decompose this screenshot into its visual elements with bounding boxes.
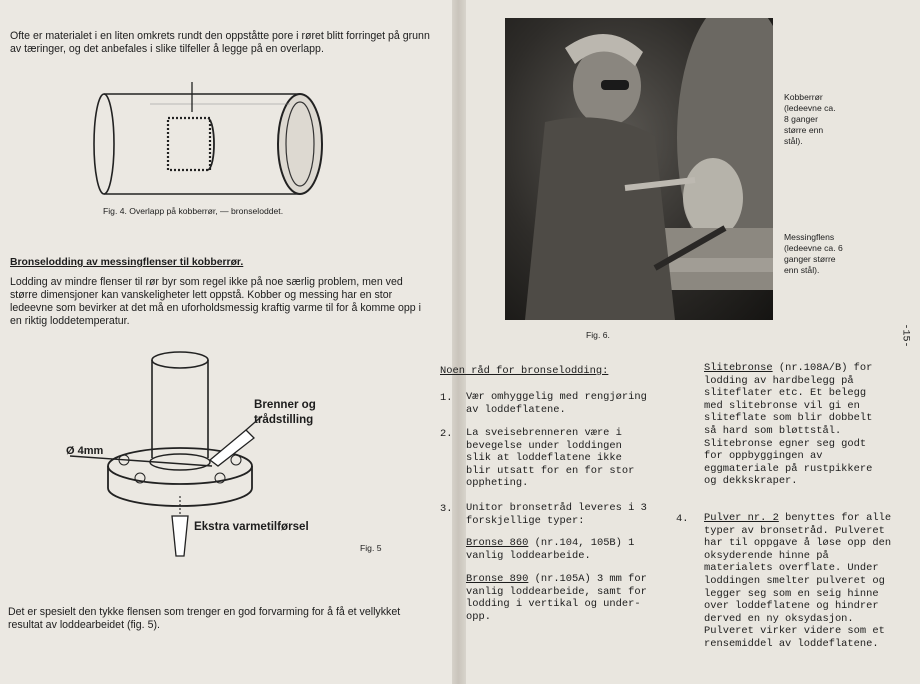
tip-item: Vær omhyggelig med rengjøring av loddeflatene. — [466, 391, 647, 416]
fig5-flange-diagram — [60, 348, 360, 578]
slitebronse-entry — [704, 362, 890, 488]
slitebronse-desc: (nr.108A/B) for lodding av hardbelegg på sliteflater etc. Et belegg med slitebronse vil gi en sliteflate som blir dobbelt så hard som bløttstål. Slitebronse egner seg godt for oppbyggingen av eggmateriale på rustpikkere og dekkskraper. — [704, 362, 873, 488]
fig4-pipe-overlap — [90, 82, 330, 202]
fig5-caption: Fig. 5 — [360, 543, 382, 553]
pulver-entry — [704, 512, 892, 651]
label-wire-position: trådstilling — [254, 413, 314, 426]
bronze-860-entry — [466, 537, 652, 562]
item-number: 4. — [676, 513, 689, 525]
bronze-860-name: Bronse 860 — [466, 537, 529, 549]
page-number: -15- — [899, 323, 911, 348]
pulver-desc: benyttes for alle typer av bronsetråd. Pulveret har til oppgave å løse opp den oksyderende hinne på materialets overflate. Under loddingen smelter pulveret og legger seg som en seig hinne over loddeflatene og hindrer derved en ny oksydasjon. Pulveret virker videre som et rensemiddel av loddeflatene. — [704, 512, 892, 650]
bronze-890-name: Bronse 890 — [466, 573, 529, 585]
bronze-890-entry — [466, 573, 652, 623]
bottom-paragraph: Det er spesielt den tykke flensen som trenger en god forvarming for å få et vellykket resultat av loddearbeidet (fig. 5). — [8, 606, 401, 631]
section-paragraph: Lodding av mindre flenser til rør byr som regel ikke på noe særlig problem, men ved større dimensjoner kan vanskeligheter lett oppstå. Kobber og messing har en stor ledeevne som bevirker at det må en uforholdsmessig kraftig varme til for å komme opp i en riktig loddetemperatur. — [10, 276, 421, 327]
bronze-890-desc: (nr.105A) 3 mm for vanlig loddearbeide, samt for lodding i vertikal og under-opp. — [466, 573, 647, 623]
label-burner: Brenner og — [254, 398, 316, 411]
intro-paragraph: Ofte er materialet i en liten omkrets rundt den oppståtte pore i røret blitt forringet på grunn av tæringer, og det anbefales i slike tilfeller å legge på en overlapp. — [10, 30, 430, 55]
copper-label: Kobberrør (ledeevne ca. 8 ganger større enn stål). — [784, 92, 836, 146]
item-number: 3. — [440, 503, 453, 515]
tip-item: Unitor bronsetråd leveres i 3 forskjellige typer: — [466, 502, 647, 527]
label-diameter: Ø 4mm — [66, 445, 104, 457]
item-number: 2. — [440, 428, 453, 440]
fig4-caption: Fig. 4. Overlapp på kobberrør, — bronseloddet. — [103, 206, 284, 216]
label-extra-heat: Ekstra varmetilførsel — [194, 520, 309, 533]
brass-label: Messingflens (ledeevne ca. 6 ganger større enn stål). — [784, 232, 843, 275]
book-gutter — [452, 0, 466, 684]
pulver-name: Pulver nr. 2 — [704, 512, 779, 524]
tip-item: La sveisebrenneren være i bevegelse under loddingen slik at loddeflatene ikke blir utsatt for en for stor oppheting. — [466, 427, 635, 490]
section-heading: Bronselodding av messingflenser til kobberrør. — [10, 257, 244, 268]
tips-heading: Noen råd for bronselodding: — [440, 365, 609, 377]
fig6-caption: Fig. 6. — [586, 330, 610, 340]
item-number: 1. — [440, 392, 453, 404]
slitebronse-name: Slitebronse — [704, 362, 773, 374]
welding-photo — [505, 18, 773, 320]
bronze-860-desc: (nr.104, 105B) 1 vanlig loddearbeide. — [466, 537, 635, 562]
